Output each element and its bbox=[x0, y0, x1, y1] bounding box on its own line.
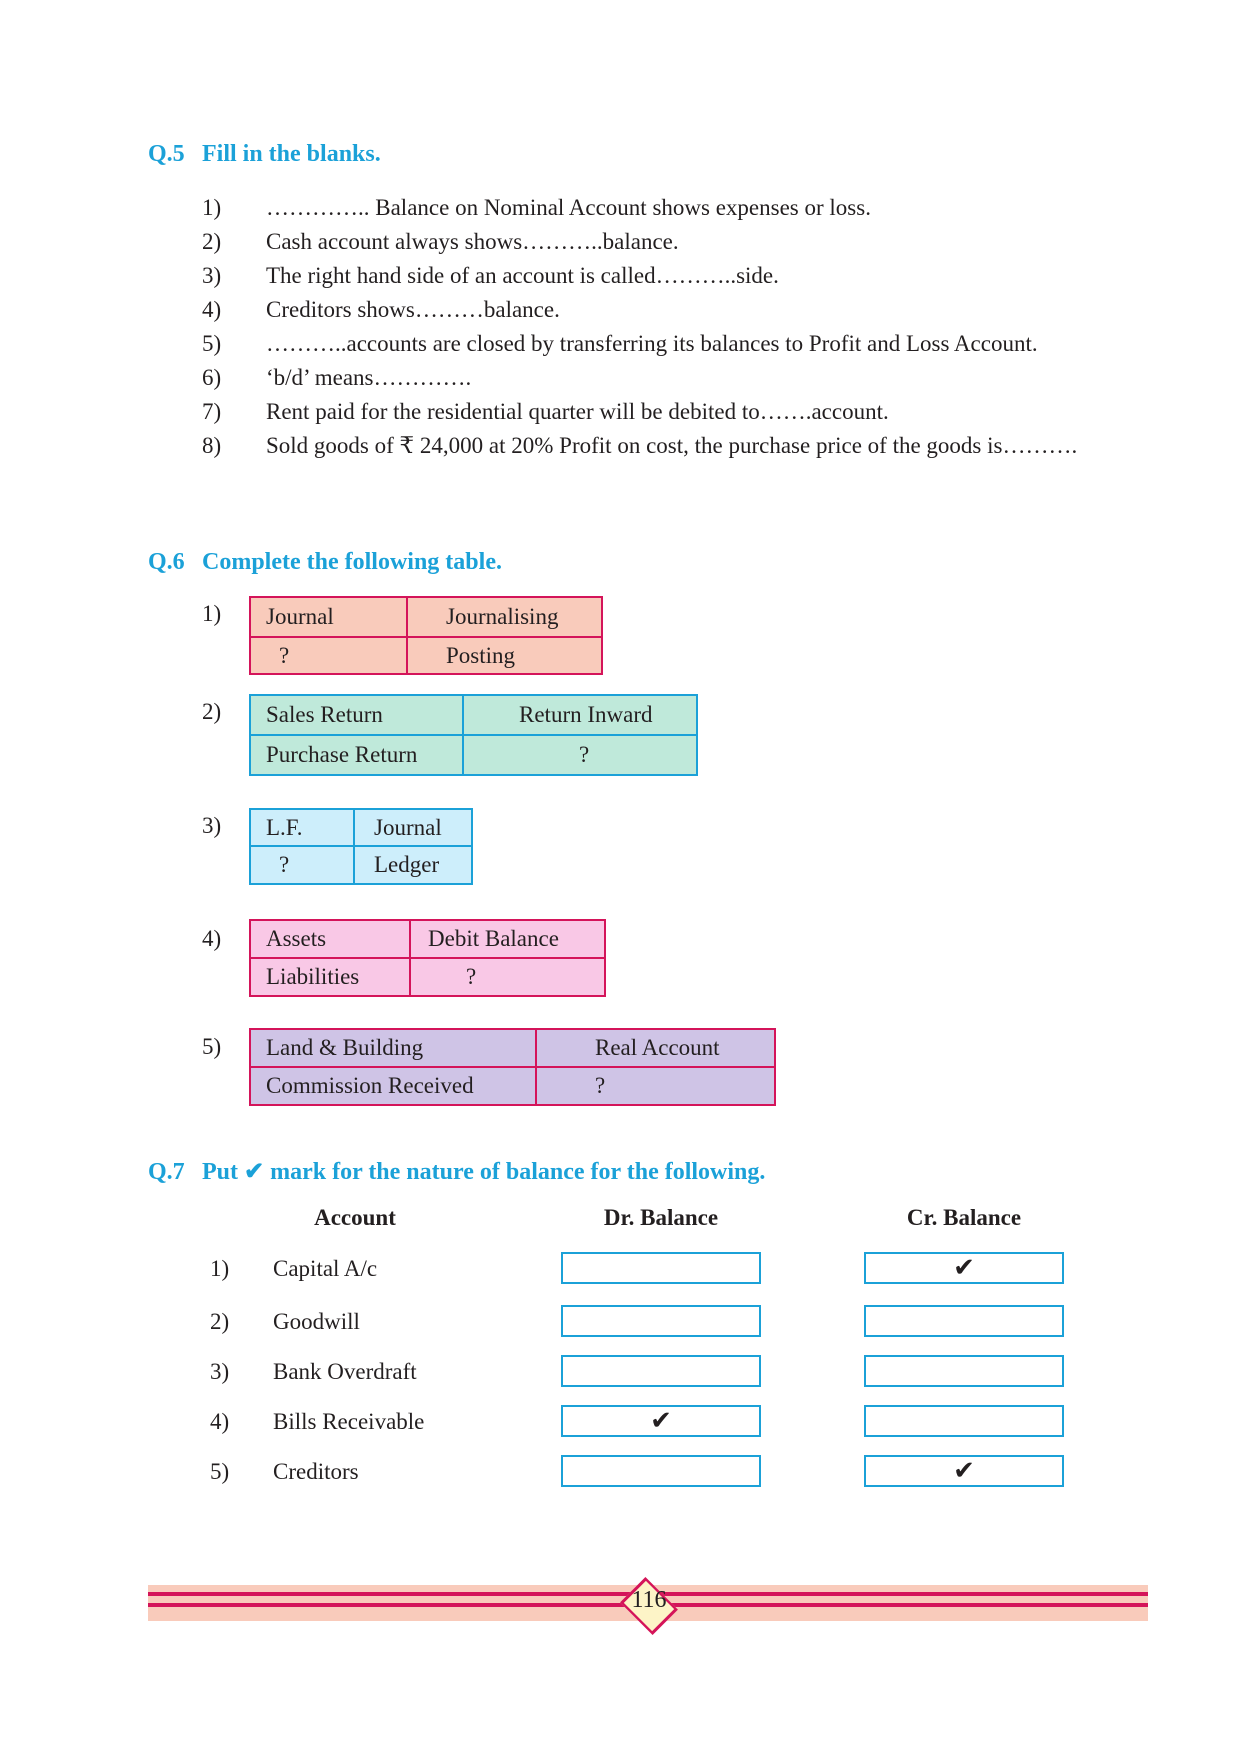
dr-balance-checkbox[interactable] bbox=[561, 1252, 761, 1284]
table-cell: Land & Building bbox=[250, 1029, 536, 1067]
table-cell: ? bbox=[250, 637, 407, 674]
complete-table-2 bbox=[249, 694, 698, 776]
table-cell: ? bbox=[536, 1067, 775, 1105]
row-number: 1) bbox=[210, 1256, 230, 1281]
row-number: 3) bbox=[210, 1359, 230, 1384]
q6-title: Complete the following table. bbox=[202, 549, 502, 575]
table-cell: Purchase Return bbox=[250, 735, 463, 775]
table-cell: Debit Balance bbox=[410, 920, 605, 958]
header-cr-balance: Cr. Balance bbox=[906, 1205, 1022, 1230]
q5-item: 4) Creditors shows………balance. bbox=[202, 297, 560, 322]
table-cell: ? bbox=[463, 735, 697, 775]
table-number: 1) bbox=[202, 601, 222, 626]
dr-balance-checkbox[interactable]: ✔ bbox=[561, 1405, 761, 1437]
q5-heading bbox=[148, 141, 381, 168]
account-label: Goodwill bbox=[273, 1309, 360, 1334]
q7-heading bbox=[148, 1157, 765, 1186]
q5-item: 5) ………..accounts are closed by transferring its balances to Profit and Loss Account. bbox=[202, 331, 1038, 356]
q5-number: Q.5 bbox=[148, 141, 185, 167]
complete-table-3 bbox=[249, 808, 473, 885]
table-cell: L.F. bbox=[250, 809, 354, 846]
table-number: 5) bbox=[202, 1034, 222, 1059]
row-number: 2) bbox=[210, 1309, 230, 1334]
account-label: Creditors bbox=[273, 1459, 359, 1484]
table-cell: Commission Received bbox=[250, 1067, 536, 1105]
check-mark-icon: ✔ bbox=[244, 1159, 265, 1185]
table-cell: Journalising bbox=[407, 597, 602, 637]
table-cell: Posting bbox=[407, 637, 602, 674]
row-number: 5) bbox=[210, 1459, 230, 1484]
q5-item: 1) ………….. Balance on Nominal Account shows expenses or loss. bbox=[202, 195, 871, 220]
q6-number: Q.6 bbox=[148, 549, 185, 575]
complete-table-5 bbox=[249, 1028, 776, 1106]
table-cell: ? bbox=[410, 958, 605, 996]
table-cell: ? bbox=[250, 846, 354, 884]
page-number: 116 bbox=[631, 1587, 667, 1613]
table-number: 3) bbox=[202, 813, 222, 838]
account-label: Capital A/c bbox=[273, 1256, 378, 1281]
q5-item: 2) Cash account always shows………..balance. bbox=[202, 229, 679, 254]
cr-balance-checkbox[interactable] bbox=[864, 1305, 1064, 1337]
cr-balance-checkbox[interactable] bbox=[864, 1405, 1064, 1437]
table-number: 4) bbox=[202, 926, 222, 951]
table-cell: Journal bbox=[250, 597, 407, 637]
table-cell: Ledger bbox=[354, 846, 472, 884]
q5-item: 8) Sold goods of ₹ 24,000 at 20% Profit on cost, the purchase price of the goods is………. bbox=[202, 433, 1078, 458]
dr-balance-checkbox[interactable] bbox=[561, 1455, 761, 1487]
table-cell: Real Account bbox=[536, 1029, 775, 1067]
q6-heading bbox=[148, 549, 502, 576]
dr-balance-checkbox[interactable] bbox=[561, 1355, 761, 1387]
account-label: Bank Overdraft bbox=[273, 1359, 417, 1384]
q5-item: 3) The right hand side of an account is called………..side. bbox=[202, 263, 779, 288]
q7-number: Q.7 bbox=[148, 1159, 185, 1185]
table-number: 2) bbox=[202, 699, 222, 724]
header-account: Account bbox=[314, 1205, 396, 1230]
account-label: Bills Receivable bbox=[273, 1409, 425, 1434]
complete-table-4 bbox=[249, 919, 606, 997]
cr-balance-checkbox[interactable]: ✔ bbox=[864, 1252, 1064, 1284]
row-number: 4) bbox=[210, 1409, 230, 1434]
dr-balance-checkbox[interactable] bbox=[561, 1305, 761, 1337]
table-cell: Liabilities bbox=[250, 958, 410, 996]
cr-balance-checkbox[interactable]: ✔ bbox=[864, 1455, 1064, 1487]
table-cell: Journal bbox=[354, 809, 472, 846]
q5-title: Fill in the blanks. bbox=[202, 141, 381, 167]
q7-title-after: mark for the nature of balance for the following. bbox=[270, 1159, 766, 1185]
header-dr-balance: Dr. Balance bbox=[603, 1205, 719, 1230]
q5-item: 6) ‘b/d’ means…………. bbox=[202, 365, 472, 390]
table-cell: Sales Return bbox=[250, 695, 463, 735]
q5-item: 7) Rent paid for the residential quarter will be debited to…….account. bbox=[202, 399, 889, 424]
table-cell: Assets bbox=[250, 920, 410, 958]
q7-title-before: Put bbox=[202, 1159, 238, 1185]
complete-table-1 bbox=[249, 596, 603, 675]
cr-balance-checkbox[interactable] bbox=[864, 1355, 1064, 1387]
table-cell: Return Inward bbox=[463, 695, 697, 735]
